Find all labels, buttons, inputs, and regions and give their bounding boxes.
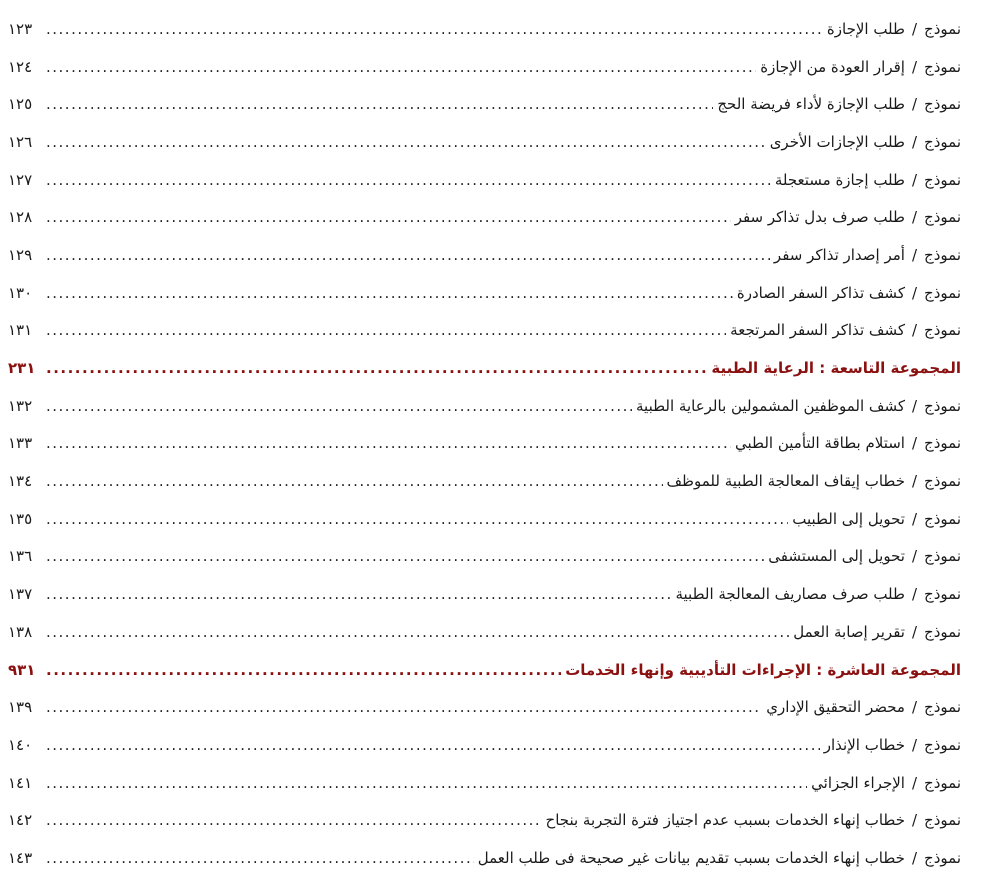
entry-title: استلام بطاقة التأمين الطبي bbox=[735, 434, 905, 453]
entry-prefix: نموذج bbox=[924, 208, 961, 227]
entry-page-number: ١٣٥ bbox=[8, 509, 33, 528]
entry-page-number: ١٤٠ bbox=[8, 735, 33, 754]
toc-entry bbox=[8, 85, 961, 123]
dot-leader bbox=[46, 397, 632, 415]
toc-entry bbox=[8, 312, 961, 350]
entry-prefix: نموذج bbox=[924, 848, 961, 867]
toc-entry bbox=[8, 161, 961, 199]
entry-page-number: ١٣٩ bbox=[8, 698, 33, 717]
entry-page-number: ١٤٣ bbox=[8, 848, 33, 867]
entry-page-number: ١٣٤ bbox=[8, 472, 33, 491]
entry-page-number: ١٢٩ bbox=[8, 245, 33, 264]
toc-entry bbox=[8, 538, 961, 576]
entry-prefix: نموذج bbox=[924, 622, 961, 641]
entry-page-number: ١٢٥ bbox=[8, 95, 33, 114]
dot-leader bbox=[46, 698, 762, 716]
entry-page-number: ١٤١ bbox=[8, 773, 33, 792]
entry-separator: / bbox=[911, 735, 918, 754]
entry-prefix: نموذج bbox=[924, 170, 961, 189]
entry-separator: / bbox=[911, 321, 918, 340]
entry-prefix: نموذج bbox=[924, 509, 961, 528]
entry-prefix: نموذج bbox=[924, 547, 961, 566]
toc-entry bbox=[8, 764, 961, 802]
entry-separator: / bbox=[911, 811, 918, 830]
dot-leader bbox=[46, 284, 733, 302]
entry-separator: / bbox=[911, 283, 918, 302]
toc-entry bbox=[8, 48, 961, 86]
dot-leader bbox=[46, 359, 707, 377]
toc-entry bbox=[8, 10, 961, 48]
entry-prefix: نموذج bbox=[924, 811, 961, 830]
entry-title: طلب الإجازات الأخرى bbox=[769, 132, 905, 151]
dot-leader bbox=[46, 585, 671, 603]
entry-separator: / bbox=[911, 57, 918, 76]
section-heading-title: المجموعة التاسعة : الرعاية الطبية bbox=[711, 359, 961, 378]
dot-leader bbox=[46, 510, 788, 528]
entry-separator: / bbox=[911, 509, 918, 528]
entry-page-number: ١٣٦ bbox=[8, 547, 33, 566]
entry-prefix: نموذج bbox=[924, 396, 961, 415]
entry-page-number: ١٢٤ bbox=[8, 57, 33, 76]
section-heading bbox=[8, 349, 961, 387]
toc-entry bbox=[8, 575, 961, 613]
section-heading-title: المجموعة العاشرة : الإجراءات التأديبية وإنهاء الخدمات bbox=[565, 660, 961, 679]
entry-title: خطاب الإنذار bbox=[823, 735, 905, 754]
dot-leader bbox=[46, 95, 713, 113]
entry-title: تقرير إصابة العمل bbox=[793, 622, 905, 641]
entry-page-number: ١٣٣ bbox=[8, 434, 33, 453]
entry-separator: / bbox=[911, 132, 918, 151]
entry-title: خطاب إنهاء الخدمات بسبب عدم اجتياز فترة التجربة بنجاح bbox=[545, 811, 905, 830]
entry-prefix: نموذج bbox=[924, 698, 961, 717]
section-heading bbox=[8, 651, 961, 689]
toc-entry bbox=[8, 801, 961, 839]
section-page-number: ٩٣١ bbox=[8, 660, 36, 679]
entry-prefix: نموذج bbox=[924, 283, 961, 302]
entry-page-number: ١٣٧ bbox=[8, 585, 33, 604]
entry-prefix: نموذج bbox=[924, 245, 961, 264]
entry-page-number: ١٢٦ bbox=[8, 132, 33, 151]
toc-entry bbox=[8, 236, 961, 274]
entry-separator: / bbox=[911, 848, 918, 867]
entry-prefix: نموذج bbox=[924, 95, 961, 114]
entry-separator: / bbox=[911, 95, 918, 114]
toc-entry bbox=[8, 726, 961, 764]
entry-prefix: نموذج bbox=[924, 773, 961, 792]
entry-title: خطاب إيقاف المعالجة الطبية للموظف bbox=[666, 472, 905, 491]
entry-prefix: نموذج bbox=[924, 585, 961, 604]
entry-title: الإجراء الجزائي bbox=[811, 773, 905, 792]
entry-page-number: ١٢٨ bbox=[8, 208, 33, 227]
entry-page-number: ١٣٠ bbox=[8, 283, 33, 302]
entry-separator: / bbox=[911, 622, 918, 641]
entry-title: محضر التحقيق الإداري bbox=[766, 698, 905, 717]
toc-entry bbox=[8, 425, 961, 463]
toc-entry bbox=[8, 500, 961, 538]
entry-title: كشف تذاكر السفر المرتجعة bbox=[730, 321, 905, 340]
entry-title: خطاب إنهاء الخدمات بسبب تقديم بيانات غير صحيحة فى طلب العمل bbox=[477, 848, 905, 867]
entry-title: تحويل إلى المستشفى bbox=[768, 547, 905, 566]
dot-leader bbox=[46, 811, 542, 829]
dot-leader bbox=[46, 472, 663, 490]
dot-leader bbox=[46, 246, 770, 264]
entry-title: إقرار العودة من الإجازة bbox=[760, 57, 905, 76]
entry-prefix: نموذج bbox=[924, 434, 961, 453]
entry-title: أمر إصدار تذاكر سفر bbox=[773, 245, 905, 264]
dot-leader bbox=[46, 623, 789, 641]
dot-leader bbox=[46, 208, 731, 226]
entry-prefix: نموذج bbox=[924, 19, 961, 38]
toc-entry bbox=[8, 274, 961, 312]
entry-prefix: نموذج bbox=[924, 132, 961, 151]
entry-page-number: ١٣٢ bbox=[8, 396, 33, 415]
dot-leader bbox=[46, 434, 731, 452]
toc-entry bbox=[8, 839, 961, 877]
toc-entry bbox=[8, 387, 961, 425]
dot-leader bbox=[46, 774, 807, 792]
entry-title: تحويل إلى الطبيب bbox=[792, 509, 905, 528]
entry-separator: / bbox=[911, 585, 918, 604]
entry-separator: / bbox=[911, 19, 918, 38]
entry-title: طلب صرف مصاريف المعالجة الطبية bbox=[675, 585, 905, 604]
entry-title: طلب صرف بدل تذاكر سفر bbox=[734, 208, 905, 227]
entry-separator: / bbox=[911, 170, 918, 189]
entry-title: كشف تذاكر السفر الصادرة bbox=[736, 283, 905, 302]
entry-prefix: نموذج bbox=[924, 57, 961, 76]
entry-title: طلب الإجازة bbox=[826, 19, 905, 38]
entry-page-number: ١٢٣ bbox=[8, 19, 33, 38]
toc-entry bbox=[8, 688, 961, 726]
entry-separator: / bbox=[911, 208, 918, 227]
toc-entry bbox=[8, 198, 961, 236]
dot-leader bbox=[46, 547, 764, 565]
entry-separator: / bbox=[911, 698, 918, 717]
entry-title: كشف الموظفين المشمولين بالرعاية الطبية bbox=[636, 396, 905, 415]
entry-page-number: ١٣١ bbox=[8, 321, 33, 340]
toc-entry bbox=[8, 462, 961, 500]
entry-separator: / bbox=[911, 547, 918, 566]
dot-leader bbox=[46, 661, 561, 679]
dot-leader bbox=[46, 58, 756, 76]
dot-leader bbox=[46, 736, 820, 754]
toc-entry bbox=[8, 123, 961, 161]
entry-separator: / bbox=[911, 396, 918, 415]
dot-leader bbox=[46, 171, 771, 189]
entry-prefix: نموذج bbox=[924, 321, 961, 340]
dot-leader bbox=[46, 321, 726, 339]
entry-page-number: ١٣٨ bbox=[8, 622, 33, 641]
entry-page-number: ١٢٧ bbox=[8, 170, 33, 189]
entry-separator: / bbox=[911, 434, 918, 453]
dot-leader bbox=[46, 133, 766, 151]
entry-title: طلب الإجازة لأداء فريضة الحج bbox=[717, 95, 905, 114]
entry-page-number: ١٤٢ bbox=[8, 811, 33, 830]
entry-separator: / bbox=[911, 245, 918, 264]
entry-separator: / bbox=[911, 472, 918, 491]
entry-prefix: نموذج bbox=[924, 735, 961, 754]
toc-entry bbox=[8, 613, 961, 651]
dot-leader bbox=[46, 849, 474, 867]
entry-prefix: نموذج bbox=[924, 472, 961, 491]
table-of-contents bbox=[8, 10, 961, 877]
entry-title: طلب إجازة مستعجلة bbox=[774, 170, 905, 189]
dot-leader bbox=[46, 20, 823, 38]
section-page-number: ٢٣١ bbox=[8, 359, 36, 378]
entry-separator: / bbox=[911, 773, 918, 792]
